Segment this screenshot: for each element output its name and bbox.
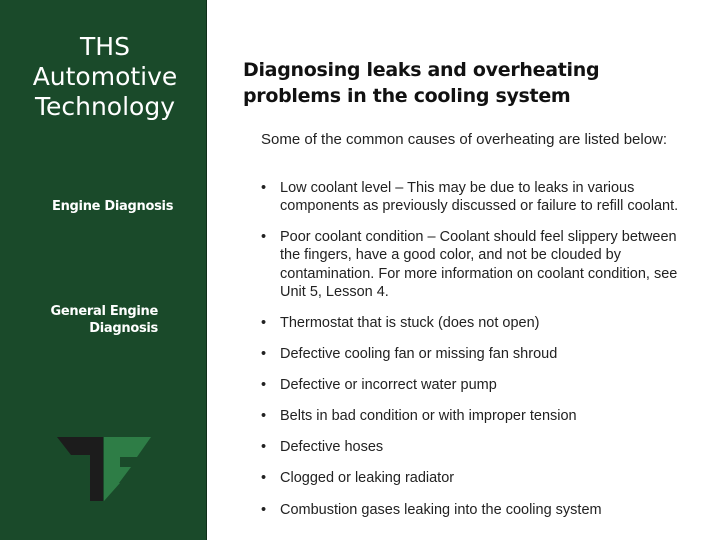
sidebar-link-general-engine-diagnosis[interactable]: General Engine Diagnosis	[50, 304, 158, 337]
list-item: • Defective hoses	[280, 438, 690, 456]
intro-text: Some of the common causes of overheating are listed below:	[261, 131, 668, 148]
logo-green-shape	[104, 437, 151, 501]
list-item: • Combustion gases leaking into the cooling system	[280, 501, 690, 519]
cause-list	[280, 179, 690, 532]
logo-dark-shape	[57, 437, 103, 501]
ths-logo-icon	[57, 437, 151, 501]
brand-line: Automotive	[32, 61, 178, 91]
slide-title-line: Diagnosing leaks and overheating	[243, 59, 600, 81]
list-item: • Low coolant level – This may be due to leaks in various components as previously discussed or failure to refill coolant.	[280, 179, 690, 215]
slide-title-line: problems in the cooling system	[243, 84, 571, 107]
sidebar-link-engine-diagnosis[interactable]: Engine Diagnosis	[52, 199, 174, 214]
list-item: • Clogged or leaking radiator	[280, 469, 690, 487]
brand-line: Technology	[34, 91, 176, 121]
list-item: • Defective cooling fan or missing fan shroud	[280, 345, 690, 363]
list-item: • Poor coolant condition – Coolant should feel slippery between the fingers, have a good color, and not be clouded by contamination. For more information on coolant condition, see Unit 5, Lesson 4.	[280, 228, 690, 301]
slide-title	[243, 58, 599, 109]
list-item: • Belts in bad condition or with improper tension	[280, 407, 690, 425]
brand-line: THS	[80, 32, 130, 61]
list-item: • Defective or incorrect water pump	[280, 376, 690, 394]
brand-title	[0, 32, 210, 121]
list-item: • Thermostat that is stuck (does not open)	[280, 314, 690, 332]
sidebar	[0, 0, 207, 540]
